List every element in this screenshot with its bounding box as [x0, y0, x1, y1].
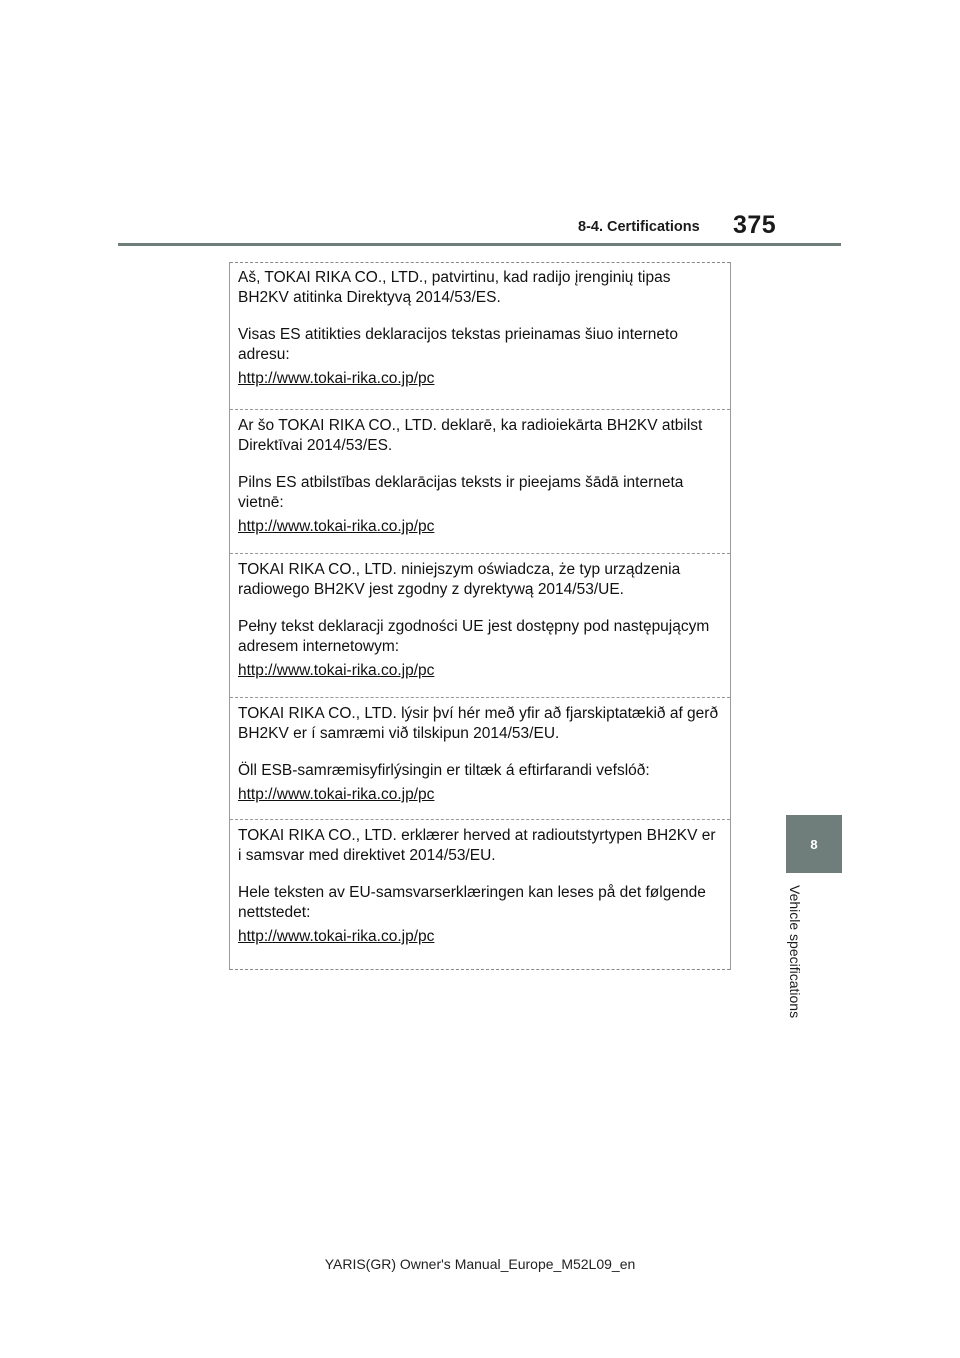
section-title: 8-4. Certifications [578, 219, 700, 235]
declaration-statement: Ar šo TOKAI RIKA CO., LTD. deklarē, ka radioiekārta BH2KV atbilst Direktīvai 2014/53/ES. [238, 417, 703, 454]
declaration-lithuanian [230, 268, 730, 389]
chapter-title: Vehicle specifications [787, 885, 803, 1019]
declaration-url-link[interactable]: http://www.tokai-rika.co.jp/pc [238, 518, 435, 535]
declaration-availability: Visas ES atitikties deklaracijos tekstas prieinamas šiuo interneto adresu: [238, 326, 678, 363]
declaration-box [229, 262, 731, 970]
declaration-url-link[interactable]: http://www.tokai-rika.co.jp/pc [238, 662, 435, 679]
footer-manual-id: YARIS(GR) Owner's Manual_Europe_M52L09_en [324, 1256, 636, 1272]
declaration-availability: Pełny tekst deklaracji zgodności UE jest dostępny pod następującym adresem internetowym: [238, 618, 710, 655]
declaration-availability: Pilns ES atbilstības deklarācijas teksts ir pieejams šādā interneta vietnē: [238, 474, 684, 511]
declaration-latvian [230, 409, 730, 537]
declaration-availability: Öll ESB-samræmisyfirlýsingin er tiltæk á eftirfarandi vefslóð: [238, 762, 650, 779]
declaration-polish [230, 553, 730, 681]
chapter-tab[interactable] [786, 815, 842, 873]
declaration-statement: TOKAI RIKA CO., LTD. lýsir því hér með yfir að fjarskiptatækið af gerð BH2KV er í samræmi við tilskipun 2014/53/EU. [238, 705, 719, 742]
page-number: 375 [733, 211, 777, 239]
declaration-url-link[interactable]: http://www.tokai-rika.co.jp/pc [238, 928, 435, 945]
header-divider [118, 243, 841, 246]
declaration-availability: Hele teksten av EU-samsvarserklæringen kan leses på det følgende nettstedet: [238, 884, 706, 921]
declaration-url-link[interactable]: http://www.tokai-rika.co.jp/pc [238, 786, 435, 803]
declaration-norwegian [230, 819, 730, 947]
declaration-statement: Aš, TOKAI RIKA CO., LTD., patvirtinu, kad radijo įrenginių tipas BH2KV atitinka Direktyvą 2014/53/ES. [238, 269, 671, 306]
declaration-statement: TOKAI RIKA CO., LTD. erklærer herved at radioutstyrtypen BH2KV er i samsvar med direktivet 2014/53/EU. [238, 827, 716, 864]
declaration-statement: TOKAI RIKA CO., LTD. niniejszym oświadcza, że typ urządzenia radiowego BH2KV jest zgodny z dyrektywą 2014/53/UE. [238, 561, 681, 598]
declaration-icelandic [230, 697, 730, 805]
chapter-number: 8 [810, 836, 818, 852]
declaration-url-link[interactable]: http://www.tokai-rika.co.jp/pc [238, 370, 435, 387]
